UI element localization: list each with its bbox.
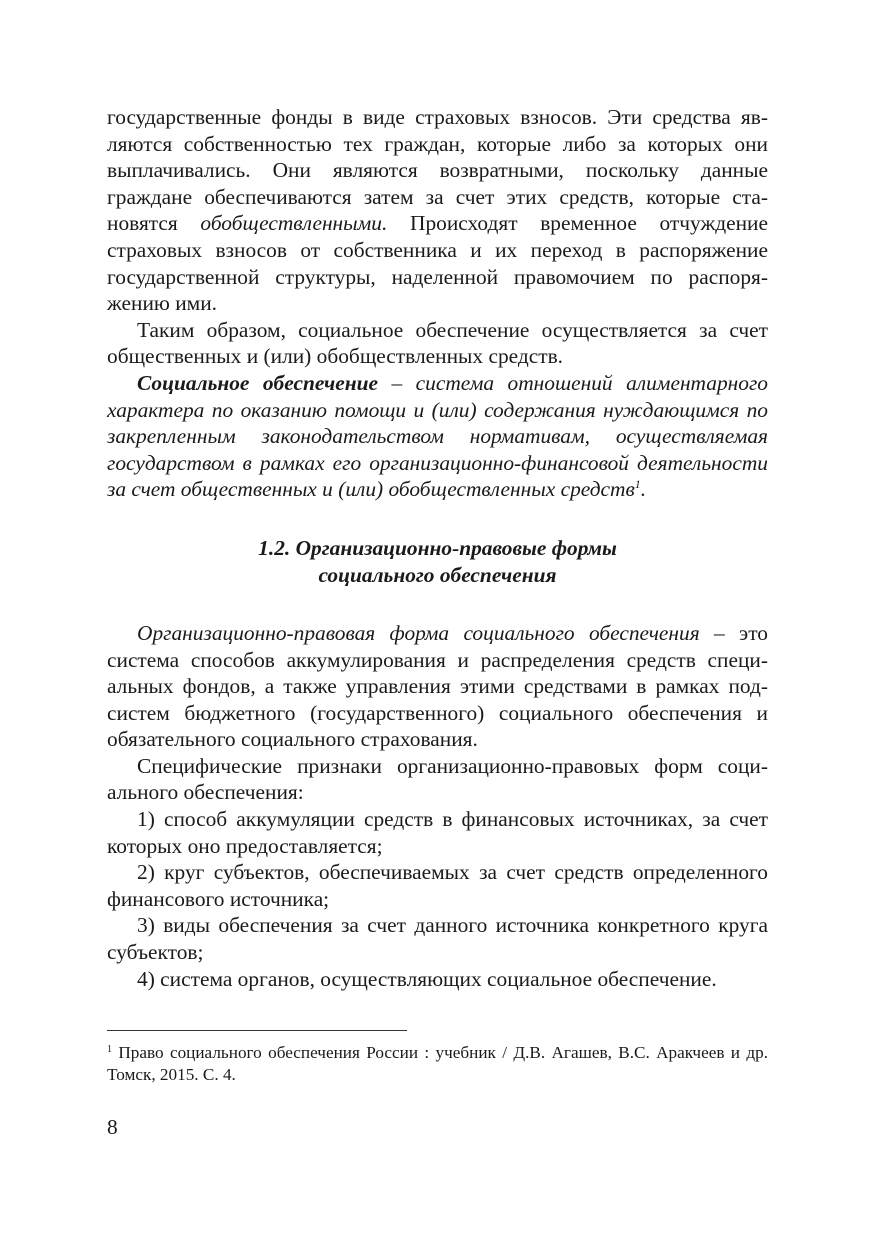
form-term: Организационно-правовая форма социального обеспечения bbox=[137, 620, 700, 645]
list-item: 3) виды обеспечения за счет данного источника конкретного круга субъектов; bbox=[107, 913, 768, 965]
footnote-text: Право социального обеспечения России : учебник / Д.В. Агашев, В.С. Аракчеев и др. Томск, 2015. С. 4. bbox=[107, 1043, 768, 1084]
definition-end: . bbox=[640, 477, 647, 502]
page-number: 8 bbox=[107, 1115, 118, 1139]
section-heading-line-1: 1.2. Организационно-правовые формы bbox=[258, 535, 617, 560]
definition-term: Социальное обеспечение bbox=[137, 370, 379, 395]
list-item: 2) круг субъектов, обеспечиваемых за счет средств определенного финансового источника; bbox=[107, 860, 768, 911]
paragraph-1-tail: Происходят временное отчуждение страховых взносов от собственника и их переход в распоряжение государственной структуры, наделенной правомочием по распоряжению ими. bbox=[107, 211, 768, 316]
definition-text: – система отношений алиментарного характера по оказанию помощи и (или) содержания нуждающимся по закрепленным законодательством нормативам, осуществляемая государством в рамках его организационно-финансовой деятельности за счет общественных и (или) обобществленных средств bbox=[107, 370, 769, 502]
page-body bbox=[107, 104, 768, 992]
paragraph-5: Специфические признаки организационно-правовых форм социального обеспечения: bbox=[107, 753, 768, 805]
form-definition: – это система способов аккумулирования и распределения средств специальных фондов, а также управления этими средствами в рамках подсистем бюджетного (государственного) социального обеспечения и обязательного социального страхования. bbox=[107, 620, 768, 752]
section-heading-line-2: социального обеспечения bbox=[318, 562, 557, 587]
list-item: 4) система органов, осуществляющих социальное обеспечение. bbox=[137, 966, 717, 991]
footnote-divider bbox=[107, 1030, 407, 1031]
paragraph-1-text: государственные фонды в виде страховых взносов. Эти средства являются собственностью тех граждан, которые либо за которых они выплачивались. Они являются возвратными, поскольку данные граждане обеспечиваются затем за счет этих средств, которые становятся bbox=[107, 105, 768, 236]
paragraph-1 bbox=[107, 104, 768, 317]
footnote-reference[interactable]: 1 bbox=[634, 477, 641, 492]
footnote-number: 1 bbox=[107, 1044, 112, 1055]
paragraph-1-italic: обобществленными. bbox=[200, 211, 388, 236]
section-heading bbox=[107, 535, 768, 589]
definition-paragraph bbox=[107, 370, 768, 503]
footnote bbox=[107, 1042, 768, 1086]
paragraph-4 bbox=[107, 620, 768, 753]
paragraph-2: Таким образом, социальное обеспечение осуществляется за счет общественных и (или) обобществленных средств. bbox=[107, 317, 768, 369]
list-item: 1) способ аккумуляции средств в финансовых источниках, за счет которых оно предоставляется; bbox=[107, 807, 768, 858]
